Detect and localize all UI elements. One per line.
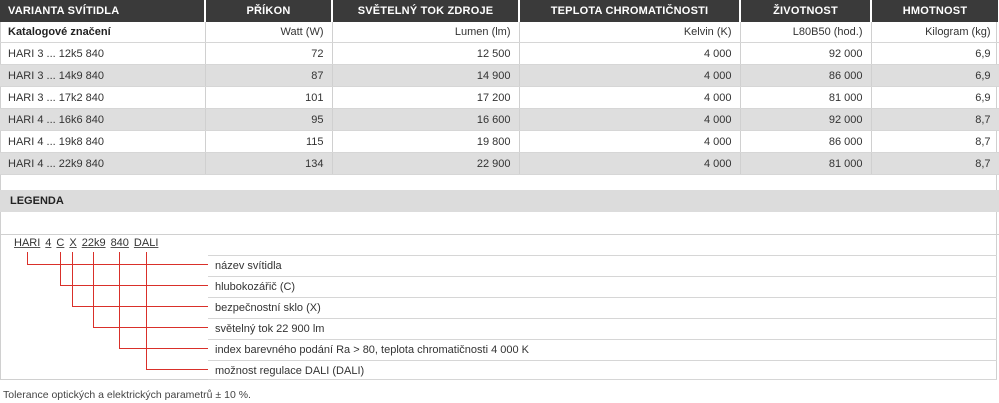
table-cell: 101 xyxy=(205,87,332,109)
unit-cell: Watt (W) xyxy=(205,22,332,43)
code-part-optic: C xyxy=(56,237,65,249)
header-power: PŘÍKON xyxy=(205,0,332,22)
unit-cell: Lumen (lm) xyxy=(332,22,519,43)
table-cell: 72 xyxy=(205,43,332,65)
table-cell: HARI 3 ... 14k9 840 xyxy=(0,65,205,87)
header-luminous-flux: SVĚTELNÝ TOK ZDROJE xyxy=(332,0,519,22)
header-variant: VARIANTA SVÍTIDLA xyxy=(0,0,205,22)
table-cell: HARI 3 ... 17k2 840 xyxy=(0,87,205,109)
table-cell: 4 000 xyxy=(519,43,740,65)
unit-cell: Kelvin (K) xyxy=(519,22,740,43)
table-cell: 86 000 xyxy=(740,65,871,87)
connector-line xyxy=(73,252,209,307)
table-cell: 6,9 xyxy=(871,43,999,65)
table-cell: 4 000 xyxy=(519,153,740,175)
unit-cell: Katalogové značení xyxy=(0,22,205,43)
table-cell: HARI 4 ... 19k8 840 xyxy=(0,131,205,153)
header-color-temperature: TEPLOTA CHROMATIČNOSTI xyxy=(519,0,740,22)
table-cell: HARI 3 ... 12k5 840 xyxy=(0,43,205,65)
legend-item: světelný tok 22 900 lm xyxy=(208,318,997,338)
table-cell: 4 000 xyxy=(519,87,740,109)
code-part-flux: 22k9 xyxy=(81,237,106,249)
legend-item: index barevného podání Ra > 80, teplota chromatičnosti 4 000 K xyxy=(208,339,997,359)
code-part-size: 4 xyxy=(45,237,52,249)
connector-line xyxy=(61,252,209,286)
table-cell: 14 900 xyxy=(332,65,519,87)
code-part-color: 840 xyxy=(110,237,129,249)
table-cell: 92 000 xyxy=(740,109,871,131)
table-cell: 8,7 xyxy=(871,109,999,131)
connector-line xyxy=(147,252,209,370)
tolerance-note: Tolerance optických a elektrických parametrů ± 10 %. xyxy=(3,389,251,401)
unit-cell: L80B50 (hod.) xyxy=(740,22,871,43)
table-cell: 86 000 xyxy=(740,131,871,153)
legend-title: LEGENDA xyxy=(0,190,999,212)
table-cell: 115 xyxy=(205,131,332,153)
header-lifetime: ŽIVOTNOST xyxy=(740,0,871,22)
connector-line xyxy=(28,252,209,265)
table-cell: 81 000 xyxy=(740,153,871,175)
table-cell: 87 xyxy=(205,65,332,87)
code-part-name: HARI xyxy=(14,237,41,249)
table-cell: 22 900 xyxy=(332,153,519,175)
legend-item: název svítidla xyxy=(208,255,997,275)
legend-item: možnost regulace DALI (DALI) xyxy=(208,360,997,380)
table-cell: 4 000 xyxy=(519,131,740,153)
table-cell: 134 xyxy=(205,153,332,175)
table-cell: 92 000 xyxy=(740,43,871,65)
table-cell: 8,7 xyxy=(871,131,999,153)
unit-cell: Kilogram (kg) xyxy=(871,22,999,43)
connector-line xyxy=(94,252,209,328)
table-cell: 6,9 xyxy=(871,65,999,87)
table-cell: 4 000 xyxy=(519,65,740,87)
table-cell: 4 000 xyxy=(519,109,740,131)
table-cell: 95 xyxy=(205,109,332,131)
table-cell: 17 200 xyxy=(332,87,519,109)
table-cell: 19 800 xyxy=(332,131,519,153)
header-weight: HMOTNOST xyxy=(871,0,999,22)
table-cell: 81 000 xyxy=(740,87,871,109)
table-cell: HARI 4 ... 16k6 840 xyxy=(0,109,205,131)
table-cell: 8,7 xyxy=(871,153,999,175)
table-cell: HARI 4 ... 22k9 840 xyxy=(0,153,205,175)
legend-item: hlubokozářič (C) xyxy=(208,276,997,296)
table-cell: 6,9 xyxy=(871,87,999,109)
table-cell: 16 600 xyxy=(332,109,519,131)
table-cell: 12 500 xyxy=(332,43,519,65)
code-part-glass: X xyxy=(69,237,77,249)
connector-line xyxy=(120,252,209,349)
legend-item: bezpečnostní sklo (X) xyxy=(208,297,997,317)
code-part-control: DALI xyxy=(133,237,159,249)
